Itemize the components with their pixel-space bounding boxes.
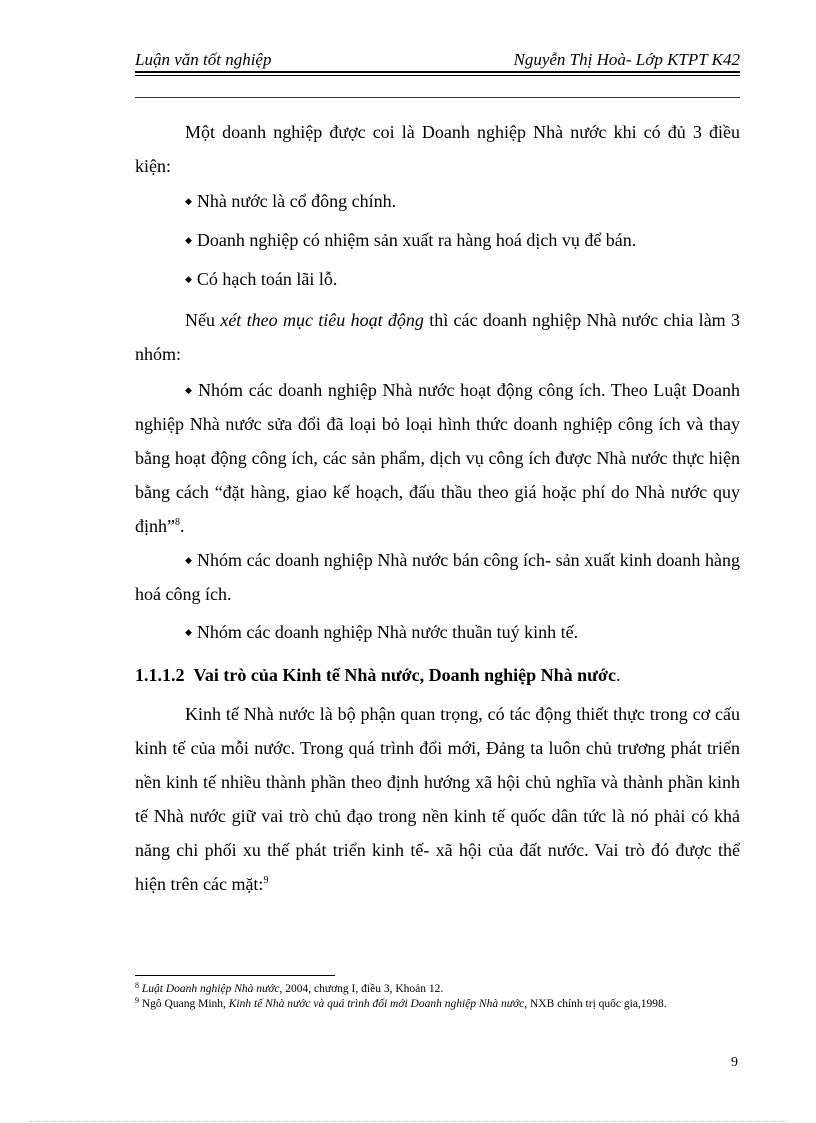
- running-header: [135, 50, 740, 70]
- footnote-9: $^9$ Ngô Quang Minh, Kinh tế Nhà nước và quá trình đổi mới Doanh nghiệp Nhà nước, NXB chính trị quốc gia,1998.: [135, 996, 667, 1010]
- bullet-item: ◆ Nhóm các doanh nghiệp Nhà nước bán công ích- sản xuất kinh doanh hàng hoá công ích.: [135, 543, 740, 611]
- footnote-rule: [135, 975, 335, 976]
- footnote-ref: 8: [175, 517, 180, 528]
- footnote-8: $^8$ Luật Doanh nghiệp Nhà nước, 2004, chương I, điều 3, Khoản 12.: [135, 981, 444, 995]
- bullet-item: ◆ Nhóm các doanh nghiệp Nhà nước thuần tuý kinh tế.: [135, 615, 740, 649]
- header-left: Luận văn tốt nghiệp: [135, 50, 272, 69]
- section-heading: 1.1.1.2 Vai trò của Kinh tế Nhà nước, Doanh nghiệp Nhà nước.: [135, 665, 621, 685]
- emphasis-text: xét theo mục tiêu hoạt động: [220, 310, 424, 330]
- bullet-item: ◆ Nhóm các doanh nghiệp Nhà nước hoạt động công ích. Theo Luật Doanh nghiệp Nhà nước sửa đổi đã loại bỏ loại hình thức doanh nghiệp công ích và thay bằng hoạt động công ích, các sản phẩm, dịch vụ công ích được Nhà nước thực hiện bằng cách “đặt hàng, giao kế hoạch, đấu thầu theo giá hoặc phí do Nhà nước quy định”$^8$.: [135, 373, 740, 543]
- header-rule-thin: [135, 75, 740, 76]
- page-number: 9: [731, 1055, 738, 1070]
- paragraph-groups: Nếu xét theo mục tiêu hoạt động thì các doanh nghiệp Nhà nước chia làm 3 nhóm:: [135, 310, 741, 364]
- bullet-item: ◆ Nhà nước là cổ đông chính.: [135, 184, 740, 218]
- page-bottom-border: [30, 1121, 786, 1122]
- bullet-item: ◆ Có hạch toán lãi lỗ.: [135, 262, 740, 296]
- paragraph-intro: Một doanh nghiệp được coi là Doanh nghiệp Nhà nước khi có đủ 3 điều kiện:: [135, 122, 740, 176]
- footnotes: [135, 982, 740, 1012]
- header-rule-thick: [135, 71, 740, 73]
- separator-rule: [135, 97, 740, 98]
- paragraph-role: Kinh tế Nhà nước là bộ phận quan trọng, có tác động thiết thực trong cơ cấu kinh tế của mỗi nước. Trong quá trình đổi mới, Đảng ta luôn chủ trương phát triển nền kinh tế nhiều thành phần theo định hướng xã hội chủ nghĩa và thành phần kinh tế Nhà nước giữ vai trò chủ đạo trong nền kinh tế quốc dân tức là nó phải có khả năng chi phối xu thế phát triển kinh tế- xã hội của đất nước. Vai trò đó được thể hiện trên các mặt:$^9$: [135, 704, 740, 894]
- header-right: Nguyễn Thị Hoà- Lớp KTPT K42: [513, 50, 740, 69]
- footnote-ref: 9: [263, 875, 269, 886]
- bullet-item: ◆ Doanh nghiệp có nhiệm sản xuất ra hàng hoá dịch vụ để bán.: [135, 223, 740, 257]
